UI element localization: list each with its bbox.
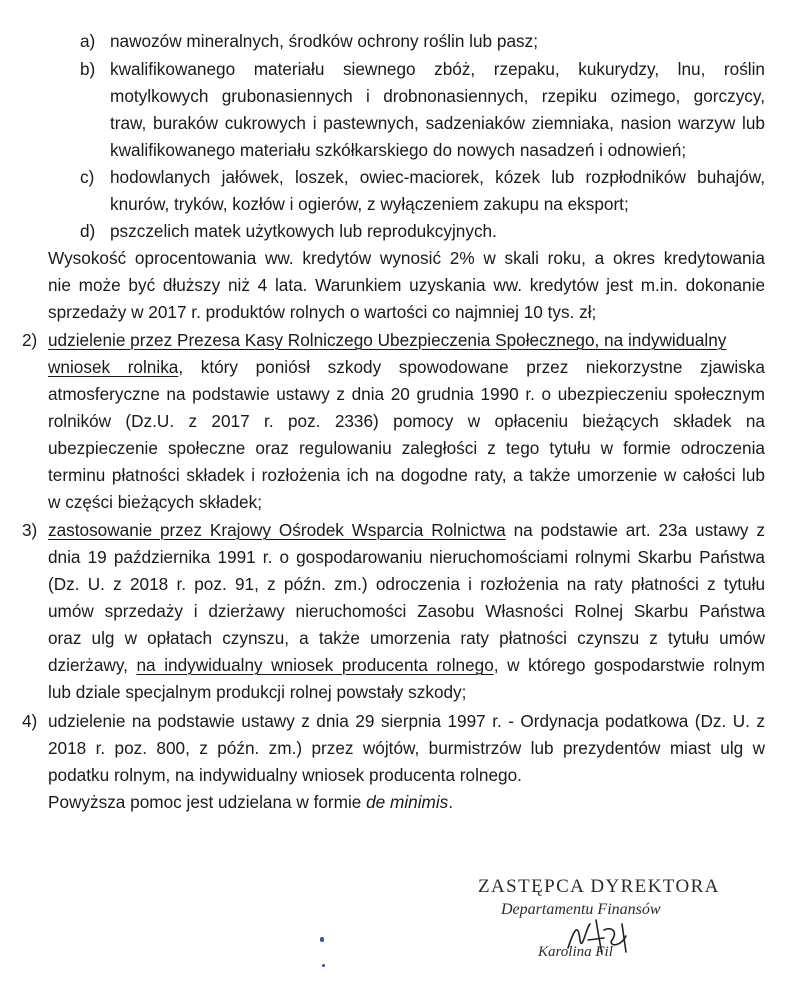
stamp-name: Karolina Fil <box>538 944 613 960</box>
list-marker-d: d) <box>80 221 96 241</box>
point-4-line: 2018 r. poz. 800, z późn. zm.) przez wójtów, burmistrzów lub prezydentów miast ulg w <box>48 738 765 758</box>
list-item-b-line: motylkowych grubonasiennych i drobnonasiennych, rzepiku ozimego, gorczycy, <box>110 86 765 106</box>
point-3-text: , w którego gospodarstwie rolnym <box>493 655 765 675</box>
list-item-c-line: knurów, tryków, kozłów i ogierów, z wyłączeniem zakupu na eksport; <box>110 194 629 214</box>
list-item-b-line: kwalifikowanego materiału szkółkarskiego do nowych nasadzeń i odnowień; <box>110 140 687 160</box>
point-2-line <box>48 355 765 379</box>
point-4-line: podatku rolnym, na indywidualny wniosek producenta rolnego. <box>48 765 522 785</box>
list-item-b-line: traw, buraków cukrowych i pastewnych, sadzeniaków ziemniaka, nasion warzyw lub <box>110 113 765 133</box>
list-marker-a: a) <box>80 31 96 51</box>
point-number-2: 2) <box>22 330 38 350</box>
point-3-line: dnia 19 października 1991 r. o gospodarowaniu nieruchomościami rolnymi Skarbu Państwa <box>48 547 765 567</box>
point-3-line <box>48 653 765 677</box>
stamp-department: Departamentu Finansów <box>501 901 661 918</box>
point-2-line: rolników (Dz.U. z 2017 r. poz. 2336) pomocy w opłaceniu bieżących składek na <box>48 411 765 431</box>
point-number-3: 3) <box>22 520 38 540</box>
closing-italic: de minimis <box>366 792 449 812</box>
point-2-underlined: wniosek rolnika <box>48 357 179 377</box>
point-3-text: dzierżawy, <box>48 655 137 675</box>
point-3-line: lub dziale specjalnym produkcji rolnej powstały szkody; <box>48 682 467 702</box>
stamp-title: ZASTĘPCA DYREKTORA <box>478 876 720 897</box>
point-2-line: ubezpieczenie społeczne oraz regulowaniu zaległości z tego tytułu w formie odroczenia <box>48 438 765 458</box>
closing-text: Powyższa pomoc jest udzielana w formie <box>48 792 367 812</box>
point-2-text: , który poniósł szkody spowodowane przez niekorzystne zjawiska <box>178 357 765 377</box>
point-2-line: w części bieżących składek; <box>48 492 262 512</box>
list-item-d: pszczelich matek użytkowych lub reprodukcyjnych. <box>110 221 497 241</box>
point-2-line: terminu płatności składek i rozłożenia ich na dogodne raty, a także umorzenie w całości lub <box>48 465 765 485</box>
list-item-b-line: kwalifikowanego materiału siewnego zbóż, rzepaku, kukurydzy, lnu, roślin <box>110 59 765 79</box>
paragraph-line: Wysokość oprocentowania ww. kredytów wynosić 2% w skali roku, a okres kredytowania <box>48 248 765 268</box>
list-marker-b: b) <box>80 59 96 79</box>
paragraph-line: nie może być dłuższy niż 4 lata. Warunkiem uzyskania ww. kredytów jest m.in. dokonanie <box>48 275 765 295</box>
pen-mark <box>320 937 324 942</box>
pen-mark <box>322 964 325 967</box>
list-item-c-line: hodowlanych jałówek, loszek, owiec-maciorek, kózek lub rozpłodników buhajów, <box>110 167 765 187</box>
point-3-line: (Dz. U. z 2018 r. poz. 91, z późn. zm.) odroczenia i rozłożenia na raty płatności z tytułu <box>48 574 765 594</box>
point-number-4: 4) <box>22 711 38 731</box>
list-marker-c: c) <box>80 167 95 187</box>
point-3-text: na podstawie art. 23a ustawy z <box>505 520 765 540</box>
point-2-underlined: udzielenie przez Prezesa Kasy Rolniczego Ubezpieczenia Społecznego, na indywidualny <box>48 330 727 350</box>
point-4-line: udzielenie na podstawie ustawy z dnia 29 sierpnia 1997 r. - Ordynacja podatkowa (Dz. U. z <box>48 711 765 731</box>
point-3-line: oraz ulg w opłatach czynszu, a także umorzenia raty płatności czynszu z tytułu umów <box>48 628 765 648</box>
closing-text: . <box>448 792 454 812</box>
point-2-line: atmosferyczne na podstawie ustawy z dnia 20 grudnia 1990 r. o ubezpieczeniu społecznym <box>48 384 765 404</box>
point-3-line <box>48 518 765 542</box>
point-3-underlined: na indywidualny wniosek producenta rolnego <box>136 655 494 675</box>
paragraph-line: sprzedaży w 2017 r. produktów rolnych o wartości co najmniej 10 tys. zł; <box>48 302 597 322</box>
closing-sentence <box>48 790 453 814</box>
point-3-underlined: zastosowanie przez Krajowy Ośrodek Wsparcia Rolnictwa <box>48 520 506 540</box>
signature-icon <box>560 910 655 962</box>
point-3-line: umów sprzedaży i dzierżawy nieruchomości Zasobu Własności Rolnej Skarbu Państwa <box>48 601 765 621</box>
list-item-a: nawozów mineralnych, środków ochrony roślin lub pasz; <box>110 31 538 51</box>
